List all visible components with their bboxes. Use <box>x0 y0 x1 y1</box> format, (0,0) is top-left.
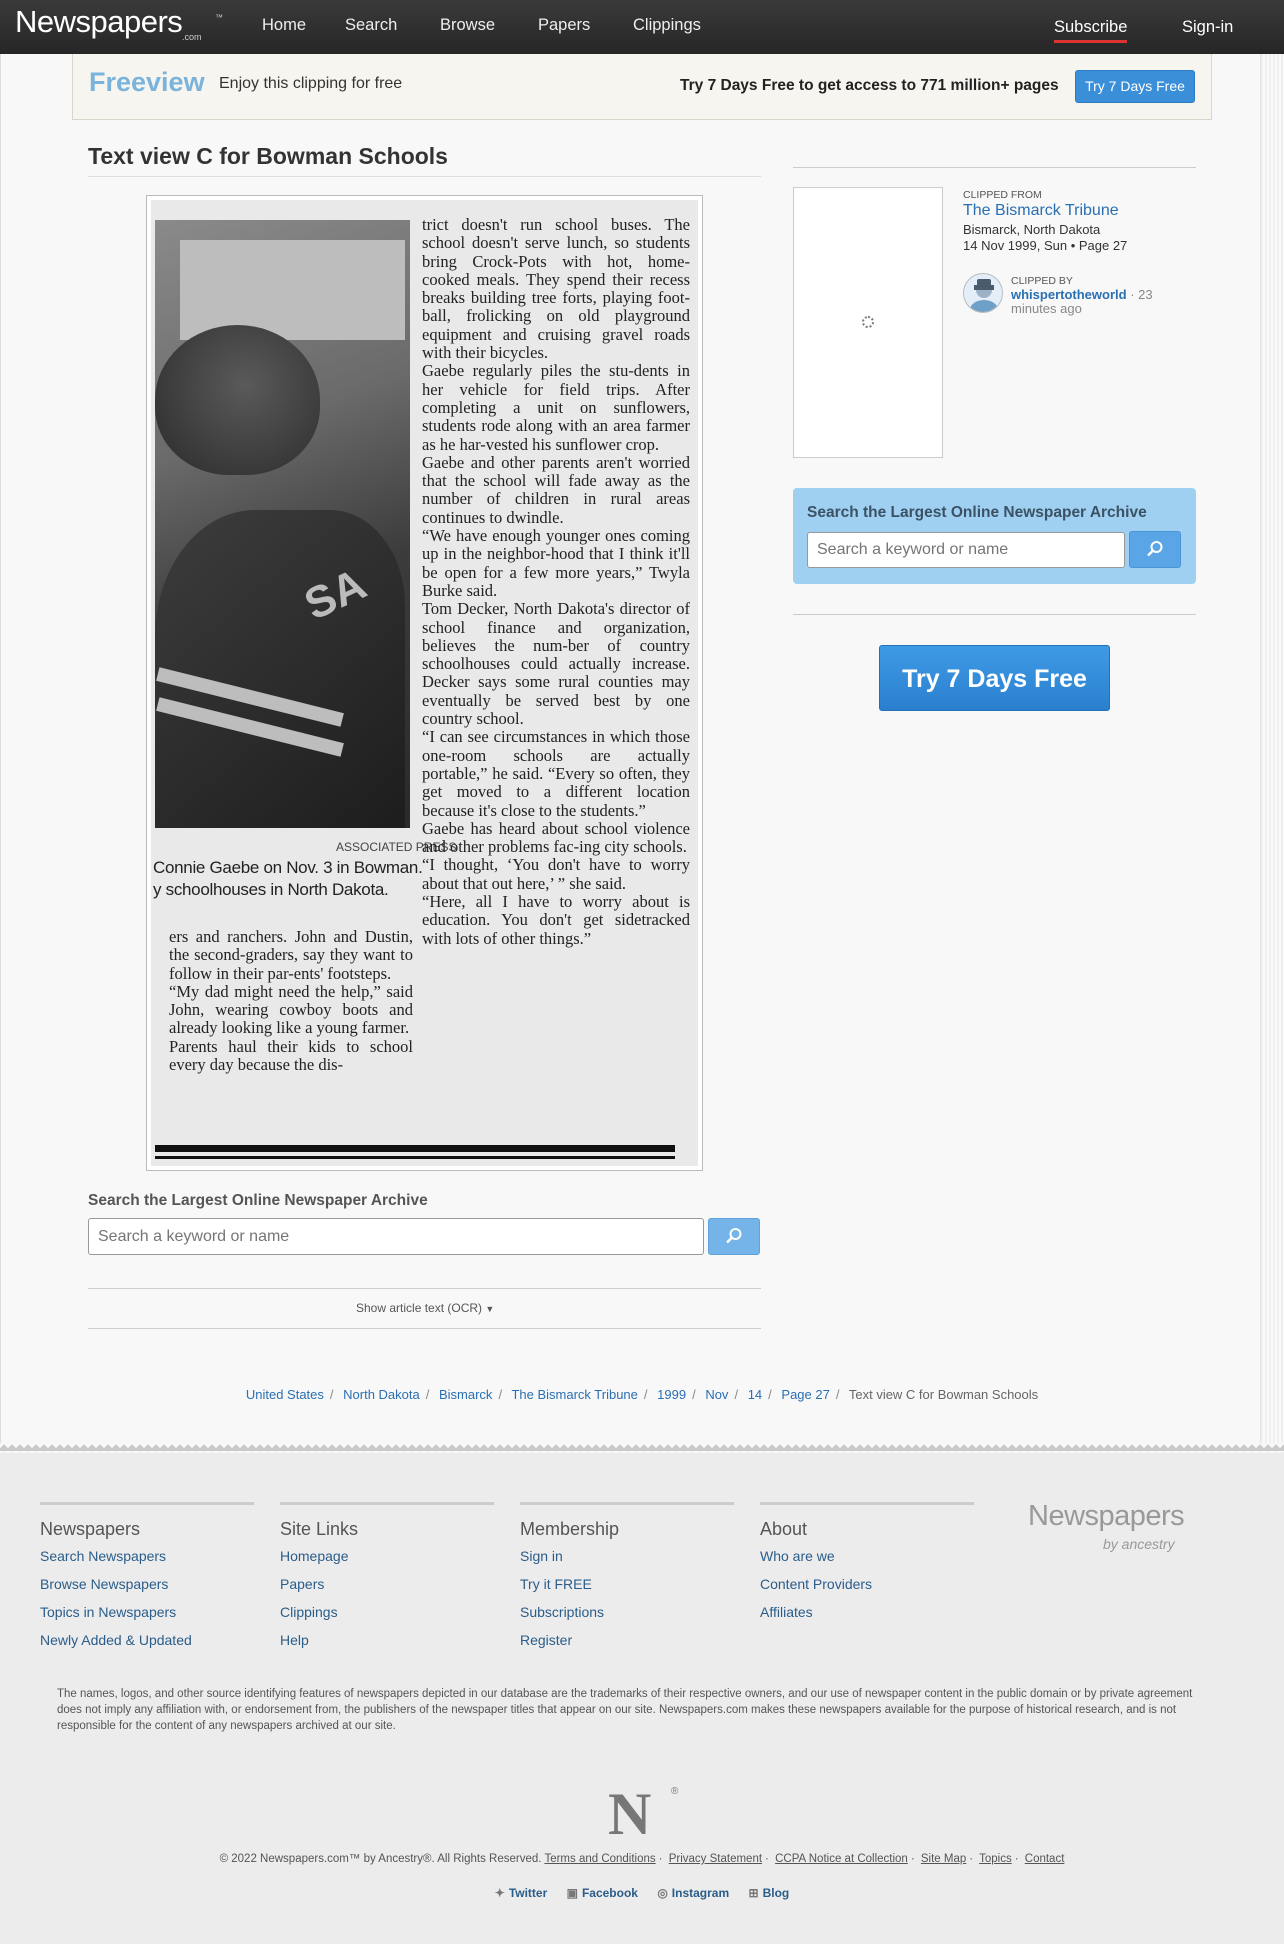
rss-icon: ⊞ <box>748 1886 759 1900</box>
clipper-name-link[interactable]: whispertotheworld <box>1011 287 1127 302</box>
footer-link[interactable]: Register <box>520 1632 573 1648</box>
photo-credit: ASSOCIATED PRESS <box>336 840 457 854</box>
twitter-label: Twitter <box>508 1886 548 1900</box>
paper-date: 14 Nov 1999, Sun • Page 27 <box>963 238 1128 253</box>
signin-link[interactable]: Sign-in <box>1182 18 1234 36</box>
footer-link[interactable]: Papers <box>280 1576 325 1592</box>
caret-down-icon: ▼ <box>485 1304 495 1314</box>
clipping-bottom-rule <box>155 1145 675 1152</box>
freeview-title: Freeview <box>89 67 205 97</box>
paper-location: Bismarck, North Dakota <box>963 222 1101 237</box>
freeview-cta-text: Try 7 Days Free to get access to 771 million+ pages <box>680 77 1059 94</box>
footer-column-newspapers <box>40 1502 254 1660</box>
freeview-banner <box>72 54 1212 120</box>
subscribe-link[interactable]: Subscribe <box>1054 18 1127 43</box>
breadcrumb-current: Text view C for Bowman Schools <box>848 1387 1039 1402</box>
instagram-icon: ◎ <box>657 1886 668 1900</box>
clipping-image-frame[interactable] <box>146 195 703 1171</box>
photo-caption-line2: y schoolhouses in North Dakota. <box>153 880 389 899</box>
footer-link[interactable]: Content Providers <box>760 1576 873 1592</box>
sidebar-search-input[interactable] <box>807 532 1125 568</box>
copyright-text: © 2022 Newspapers.com™ by Ancestry®. All Rights Reserved. <box>219 1853 542 1865</box>
loading-spinner-icon <box>862 316 874 328</box>
breadcrumb-country[interactable]: United States <box>245 1387 324 1402</box>
search-button[interactable] <box>708 1218 760 1255</box>
footer-social-links <box>0 1886 1284 1900</box>
topics-link[interactable]: Topics <box>979 1853 1012 1865</box>
footer-link[interactable]: Try it FREE <box>520 1576 592 1592</box>
clipped-from-label: CLIPPED FROM <box>963 189 1042 201</box>
page-left-border <box>0 54 1 1450</box>
nav-browse[interactable]: Browse <box>440 16 496 34</box>
breadcrumb-year[interactable]: 1999 <box>657 1387 687 1402</box>
ocr-divider-top <box>88 1288 761 1289</box>
footer-link[interactable]: Who are we <box>760 1548 835 1564</box>
page-title: Text view C for Bowman Schools <box>88 143 448 169</box>
breadcrumb-page[interactable]: Page 27 <box>781 1387 830 1402</box>
try-free-button[interactable]: Try 7 Days Free <box>1075 70 1195 103</box>
facebook-icon: ▣ <box>566 1886 578 1900</box>
footer-link[interactable]: Sign in <box>520 1548 563 1564</box>
instagram-link[interactable] <box>657 1886 729 1900</box>
ocr-divider-bottom <box>88 1328 761 1329</box>
search-icon <box>1146 540 1164 558</box>
footer-logo-ancestry: by ancestry <box>1103 1536 1175 1552</box>
breadcrumb: United States / North Dakota / Bismarck / The Bismarck Tribune / 1999 / Nov / 14 / Page 27 / Text view C for Bowman Schools <box>245 1387 1039 1402</box>
clipping-image <box>151 200 698 1166</box>
sidebar-search-label: Search the Largest Online Newspaper Archive <box>807 504 1147 521</box>
search-icon <box>725 1227 743 1245</box>
footer-link[interactable]: Newly Added & Updated <box>40 1632 192 1648</box>
nav-search[interactable]: Search <box>345 16 398 34</box>
jacket-lettering: SA <box>297 559 374 630</box>
footer-link[interactable]: Topics in Newspapers <box>40 1604 177 1620</box>
footer-link[interactable]: Affiliates <box>760 1604 813 1620</box>
search-label: Search the Largest Online Newspaper Archive <box>88 1192 428 1209</box>
twitter-icon: ✦ <box>494 1886 505 1900</box>
facebook-label: Facebook <box>581 1886 638 1900</box>
article-column-left: ers and ranchers. John and Dustin, the second-graders, say they want to follow in their par-ents' footsteps. “My dad might need the help,” said John, wearing cowboy boots and already looking like a young farmer. Parents haul their kids to school every day because the dis- <box>169 927 413 1075</box>
sidebar-search-button[interactable] <box>1129 531 1181 568</box>
footer-link[interactable]: Browse Newspapers <box>40 1576 169 1592</box>
contact-link[interactable]: Contact <box>1024 1853 1065 1865</box>
footer-link[interactable]: Subscriptions <box>520 1604 605 1620</box>
footer-disclaimer: The names, logos, and other source identifying features of newspapers depicted in our database are the trademarks of their respective owners, and our use of newspaper content in the public domain or by private agreement does not imply any affiliation with, or endorsement from, the publishers of the newspaper titles that appear on our site. Newspapers.com makes these newspapers available for the purpose of historical research, and is not responsible for the content of any newspapers archived at our site. <box>57 1688 1193 1732</box>
breadcrumb-city[interactable]: Bismarck <box>438 1387 493 1402</box>
clipped-by-label: CLIPPED BY <box>1011 275 1073 287</box>
breadcrumb-month[interactable]: Nov <box>705 1387 729 1402</box>
footer-heading: Newspapers <box>40 1519 141 1539</box>
paper-name-link[interactable]: The Bismarck Tribune <box>963 202 1119 219</box>
top-navigation-bar <box>0 0 1284 54</box>
footer-logo[interactable] <box>1028 1500 1218 1560</box>
footer-heading: Membership <box>520 1519 620 1539</box>
footer-link[interactable]: Homepage <box>280 1548 349 1564</box>
newspapers-logo[interactable] <box>15 4 223 44</box>
footer-link[interactable]: Clippings <box>280 1604 338 1620</box>
sidebar-divider <box>793 614 1196 615</box>
ocr-toggle[interactable] <box>356 1301 494 1315</box>
nav-home[interactable]: Home <box>262 16 307 34</box>
article-column-right: trict doesn't run school buses. The school doesn't serve lunch, so students bring Crock-Pots with hot, home-cooked meals. They spend their recess breaks building tree forts, playing foot-ball, frolicking on old playground equipment and cruising gravel roads with their bicycles. Gaebe regularly piles the stu-dents in her vehicle for field trips. After completing a unit on sunflowers, students rode along with an area farmer as he har-vested his sunflower crop. Gaebe and other parents aren't worried that the school will fade away as the number of children in rural areas continues to dwindle. “We have enough younger ones coming up in the neighbor-hood that I think it'll be open for a few more years,” Twyla Burke said. Tom Decker, North Dakota's director of school finance and organization, believes the num-ber of country schoolhouses could actually increase. Decker says some rural counties may eventually be served best by one country school. “I can see circumstances in which those one-room schools are actually portable,” he said. “Every so often, they get moved to a different location because it's close to the students.” Gaebe has heard about school violence and other problems fac-ing city schools. “I thought, ‘You don't have to worry about that out here,’ ” she said. “Here, all I have to worry about is education. You don't get sidetracked with lots of other things.” <box>422 215 690 948</box>
photo-caption-line1: Connie Gaebe on Nov. 3 in Bowman. <box>153 858 423 877</box>
instagram-label: Instagram <box>671 1886 730 1900</box>
footer-logo-text: Newspapers <box>1028 1500 1185 1532</box>
logo-tm: ™ <box>215 13 223 22</box>
footer-link[interactable]: Help <box>280 1632 309 1648</box>
ocr-toggle-label: Show article text (OCR) <box>356 1301 483 1315</box>
user-avatar-icon <box>964 274 1003 313</box>
logo-text: Newspapers <box>15 4 183 39</box>
footer-zigzag-divider <box>0 1443 1284 1453</box>
clipping-bottom-rule <box>155 1156 675 1159</box>
photo-boy-head <box>155 325 320 475</box>
footer-column-membership <box>520 1502 734 1660</box>
photo-window <box>180 240 405 340</box>
page-right-edge <box>1260 54 1284 1450</box>
nav-clippings[interactable]: Clippings <box>633 16 701 34</box>
logo-com: .com <box>182 32 202 42</box>
footer-link[interactable]: Search Newspapers <box>40 1548 167 1564</box>
footer-n-logo-registered: ® <box>671 1786 679 1797</box>
footer-copyright: © 2022 Newspapers.com™ by Ancestry®. All Rights Reserved. Terms and Conditions · Privacy Statement · CCPA Notice at Collection · Site Map · Topics · Contact <box>219 1853 1065 1865</box>
blog-link[interactable] <box>749 1886 790 1900</box>
clipping-thumbnail[interactable] <box>793 187 943 458</box>
clipping-photo <box>155 220 410 828</box>
clipper-info <box>1011 288 1201 316</box>
footer-heading: Site Links <box>280 1519 359 1539</box>
breadcrumb-state[interactable]: North Dakota <box>343 1387 420 1402</box>
terms-link[interactable]: Terms and Conditions <box>544 1853 656 1865</box>
sidebar-divider <box>793 167 1196 168</box>
title-divider <box>88 176 761 177</box>
clipper-avatar[interactable] <box>963 273 1003 313</box>
footer-heading: About <box>760 1519 808 1539</box>
footer-n-logo: N <box>608 1781 652 1847</box>
footer-column-about <box>760 1502 974 1632</box>
clip-time: · 23 minutes ago <box>1011 287 1153 316</box>
sitemap-link[interactable]: Site Map <box>920 1853 967 1865</box>
breadcrumb-day[interactable]: 14 <box>747 1387 763 1402</box>
nav-papers[interactable]: Papers <box>538 16 591 34</box>
freeview-subtitle: Enjoy this clipping for free <box>219 75 403 92</box>
blog-label: Blog <box>762 1886 790 1900</box>
breadcrumb-paper[interactable]: The Bismarck Tribune <box>511 1387 638 1402</box>
twitter-link[interactable] <box>495 1886 548 1900</box>
footer-column-site-links <box>280 1502 494 1660</box>
facebook-link[interactable] <box>567 1886 638 1900</box>
ccpa-link[interactable]: CCPA Notice at Collection <box>775 1853 908 1865</box>
photo-jacket <box>155 510 405 828</box>
privacy-link[interactable]: Privacy Statement <box>668 1853 763 1865</box>
search-input[interactable] <box>88 1218 704 1255</box>
try-7-days-free-button[interactable]: Try 7 Days Free <box>879 645 1110 711</box>
